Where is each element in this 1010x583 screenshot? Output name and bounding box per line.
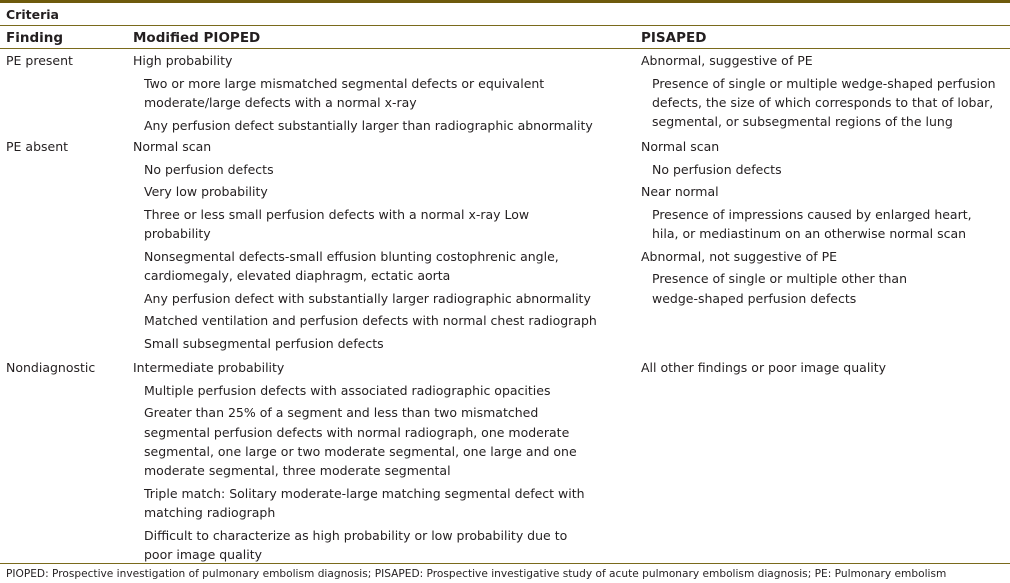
pioped-criterion-line: Triple match: Solitary moderate-large matching segmental defect with <box>144 486 585 501</box>
pioped-criterion-line: Any perfusion defect substantially larger than radiographic abnormality <box>144 117 593 133</box>
pioped-criterion-line: poor image quality <box>144 547 263 563</box>
header-modified-pioped: Modified PIOPED <box>133 30 261 46</box>
criteria-header-row <box>0 3 1010 26</box>
table-body <box>0 49 1010 563</box>
pisaped-category-line: Abnormal, suggestive of PE <box>641 53 813 68</box>
finding-cell: PE absent <box>6 139 69 154</box>
pioped-criterion-line: probability <box>144 226 211 242</box>
pioped-criterion-line: segmental perfusion defects with normal radiograph, one moderate <box>144 424 570 440</box>
pioped-criterion-line: moderate segmental, three moderate segmental <box>144 463 451 479</box>
pioped-category-line: Normal scan <box>133 139 212 154</box>
pisaped-category-line: Normal scan <box>641 139 720 154</box>
pioped-category-line: Intermediate probability <box>133 360 285 375</box>
pioped-criterion-line: Difficult to characterize as high probability or low probability due to <box>144 528 568 543</box>
pioped-criterion-line: cardiomegaly, elevated diaphragm, ectatic aorta <box>144 268 451 284</box>
pisaped-criterion-line: Presence of single or multiple other than <box>652 271 907 287</box>
pioped-criterion-line: Nonsegmental defects-small effusion blunting costophrenic angle, <box>144 248 559 264</box>
pisaped-criterion-line: segmental, or subsegmental regions of the lung <box>652 114 953 130</box>
header-pisaped: PISAPED <box>641 30 707 46</box>
pioped-criterion-line: segmental, one large or two moderate segmental, one large and one <box>144 444 577 459</box>
pioped-criterion-line: Any perfusion defect with substantially larger radiographic abnormality <box>144 290 591 306</box>
pioped-criterion-line: matching radiograph <box>144 505 276 521</box>
pioped-criterion-line: Three or less small perfusion defects with a normal x-ray Low <box>144 206 530 222</box>
criteria-label: Criteria <box>6 7 59 22</box>
pioped-criterion-line: Multiple perfusion defects with associated radiographic opacities <box>144 382 551 398</box>
finding-cell: Nondiagnostic <box>6 360 96 375</box>
pisaped-category-line: Abnormal, not suggestive of PE <box>641 248 838 264</box>
pioped-criterion-line: Matched ventilation and perfusion defects with normal chest radiograph <box>144 313 597 329</box>
pisaped-criterion-line: hila, or mediastinum on an otherwise normal scan <box>652 226 967 242</box>
finding-cell: PE present <box>6 53 73 68</box>
table-bottom-rule <box>0 563 1010 564</box>
pioped-criterion-line: Greater than 25% of a segment and less than two mismatched <box>144 405 539 421</box>
pioped-category-line: High probability <box>133 53 233 68</box>
pisaped-category-line: All other findings or poor image quality <box>641 360 887 375</box>
pioped-criterion-line: Very low probability <box>144 184 268 200</box>
pioped-criterion-line: No perfusion defects <box>144 161 274 177</box>
pisaped-criterion-line: No perfusion defects <box>652 161 782 177</box>
pisaped-criterion-line: wedge-shaped perfusion defects <box>652 290 857 306</box>
pisaped-criterion-line: Presence of single or multiple wedge-shaped perfusion <box>652 75 996 91</box>
pisaped-criterion-line: defects, the size of which corresponds to that of lobar, <box>652 95 994 110</box>
pisaped-category-line: Near normal <box>641 184 719 200</box>
column-header-row <box>0 26 1010 49</box>
table-footnote: PIOPED: Prospective investigation of pulmonary embolism diagnosis; PISAPED: Prospective investigative study of acute pulmonary embolism diagnosis; PE: Pulmonary embolism <box>6 568 947 580</box>
pioped-criterion-line: Two or more large mismatched segmental defects or equivalent <box>144 75 545 91</box>
pioped-criterion-line: Small subsegmental perfusion defects <box>144 336 384 351</box>
header-finding: Finding <box>6 30 64 46</box>
pisaped-criterion-line: Presence of impressions caused by enlarged heart, <box>652 206 972 222</box>
pioped-criterion-line: moderate/large defects with a normal x-ray <box>144 95 417 110</box>
